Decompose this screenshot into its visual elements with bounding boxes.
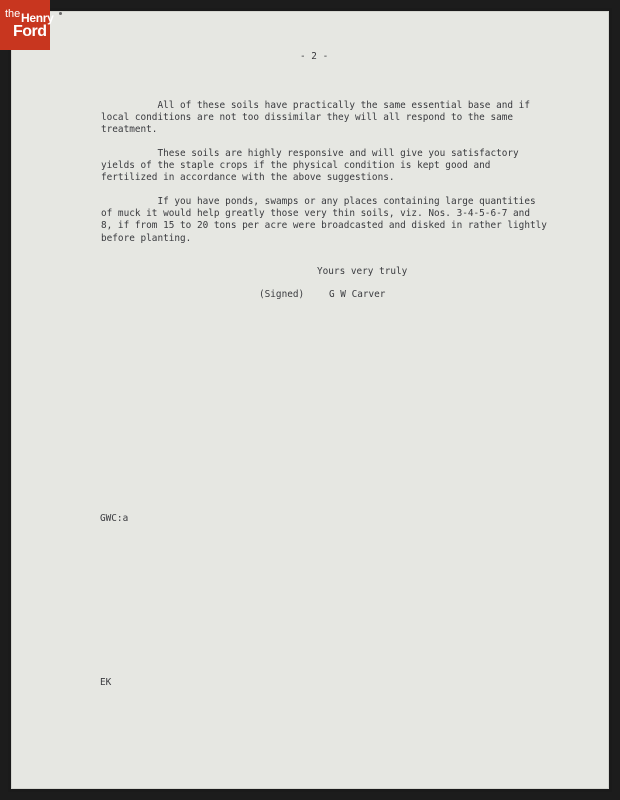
logo-text-henry: Henry [21, 11, 54, 25]
enclosure-mark: EK [100, 677, 112, 688]
page-number: - 2 - [300, 51, 329, 62]
signed-label: (Signed) [259, 289, 305, 300]
paragraph-muck-application: If you have ponds, swamps or any places containing large quantities of muck it would help greatly those very thin soils, viz. Nos. 3-4-5-6-7 and 8, if from 15 to 20 tons per acre were broadcasted and disked in rather lightly before planting. [101, 196, 547, 244]
reference-initials: GWC:a [100, 513, 129, 524]
scan-speck [59, 12, 62, 15]
logo-text-ford: Ford [13, 23, 47, 40]
signer-name: G W Carver [329, 289, 386, 300]
complimentary-close: Yours very truly [317, 266, 408, 277]
logo-text-the: the [5, 8, 21, 20]
letter-page [11, 11, 609, 789]
henry-ford-logo [0, 0, 54, 50]
paragraph-soil-base: All of these soils have practically the same essential base and if local conditions are not too dissimilar they will all respond to the same treatment. [101, 100, 530, 136]
paragraph-responsive-soils: These soils are highly responsive and will give you satisfactory yields of the staple crops if the physical condition is kept good and fertilized in accordance with the above suggestions. [101, 148, 519, 184]
